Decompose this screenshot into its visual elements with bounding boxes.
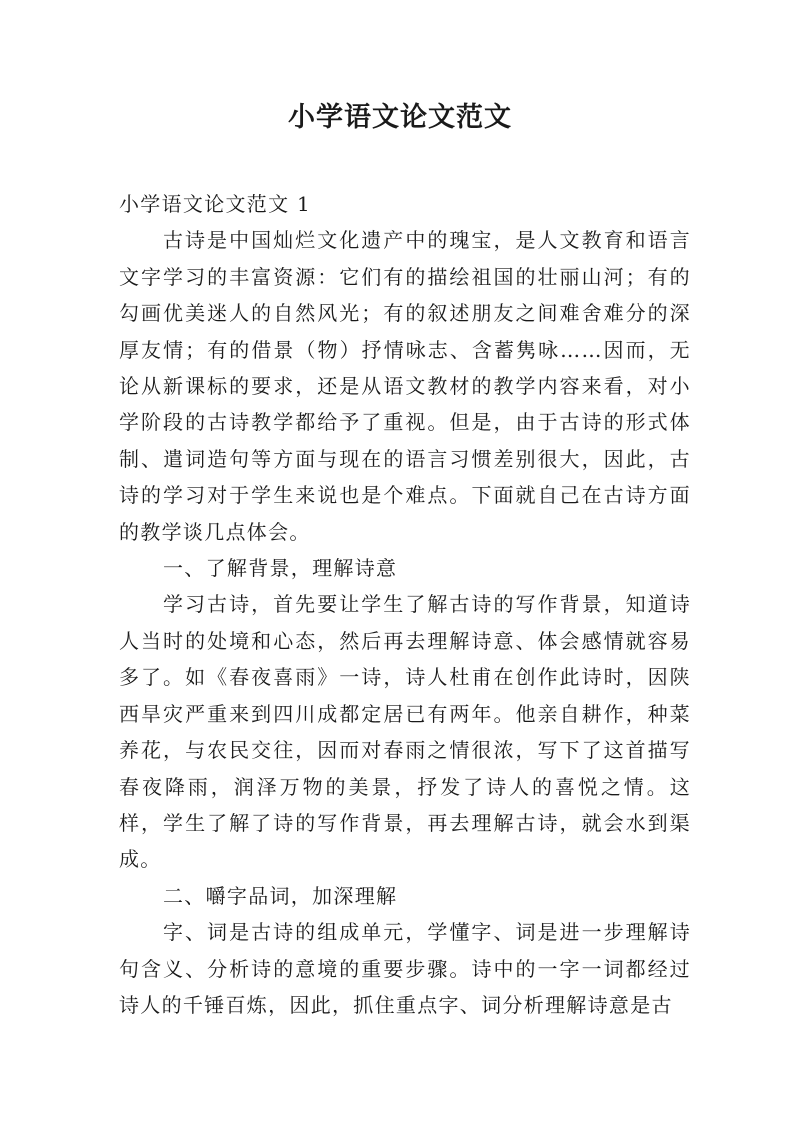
- body-paragraph-intro: 古诗是中国灿烂文化遗产中的瑰宝，是人文教育和语言文字学习的丰富资源：它们有的描绘祖国的壮丽山河；有的勾画优美迷人的自然风光；有的叙述朋友之间难舍难分的深厚友情；有的借景（物）抒情咏志、含蓄隽咏……因而，无论从新课标的要求，还是从语文教材的教学内容来看，对小学阶段的古诗教学都给予了重视。但是，由于古诗的形式体制、遣词造句等方面与现在的语言习惯差别很大，因此，古诗的学习对于学生来说也是个难点。下面就自己在古诗方面的教学谈几点体会。: [119, 228, 691, 544]
- section-subtitle: 小学语文论文范文 1: [119, 192, 312, 216]
- document-body: [119, 186, 691, 1023]
- body-paragraph-words: 字、词是古诗的组成单元，学懂字、词是进一步理解诗句含义、分析诗的意境的重要步骤。诗中的一字一词都经过诗人的千锤百炼，因此，抓住重点字、词分析理解诗意是古: [119, 920, 691, 1017]
- section-heading-words: 二、嚼字品词，加深理解: [163, 883, 398, 908]
- body-paragraph-background: 学习古诗，首先要让学生了解古诗的写作背景，知道诗人当时的处境和心态，然后再去理解诗意、体会感情就容易多了。如《春夜喜雨》一诗，诗人杜甫在创作此诗时，因陕西旱灾严重来到四川成都定居已有两年。他亲自耕作，种菜养花，与农民交往，因而对春雨之情很浓，写下了这首描写春夜降雨，润泽万物的美景，抒发了诗人的喜悦之情。这样，学生了解了诗的写作背景，再去理解古诗，就会水到渠成。: [119, 592, 691, 872]
- section-heading-background: 一、了解背景，理解诗意: [163, 556, 398, 581]
- page-title: 小学语文论文范文: [288, 102, 512, 133]
